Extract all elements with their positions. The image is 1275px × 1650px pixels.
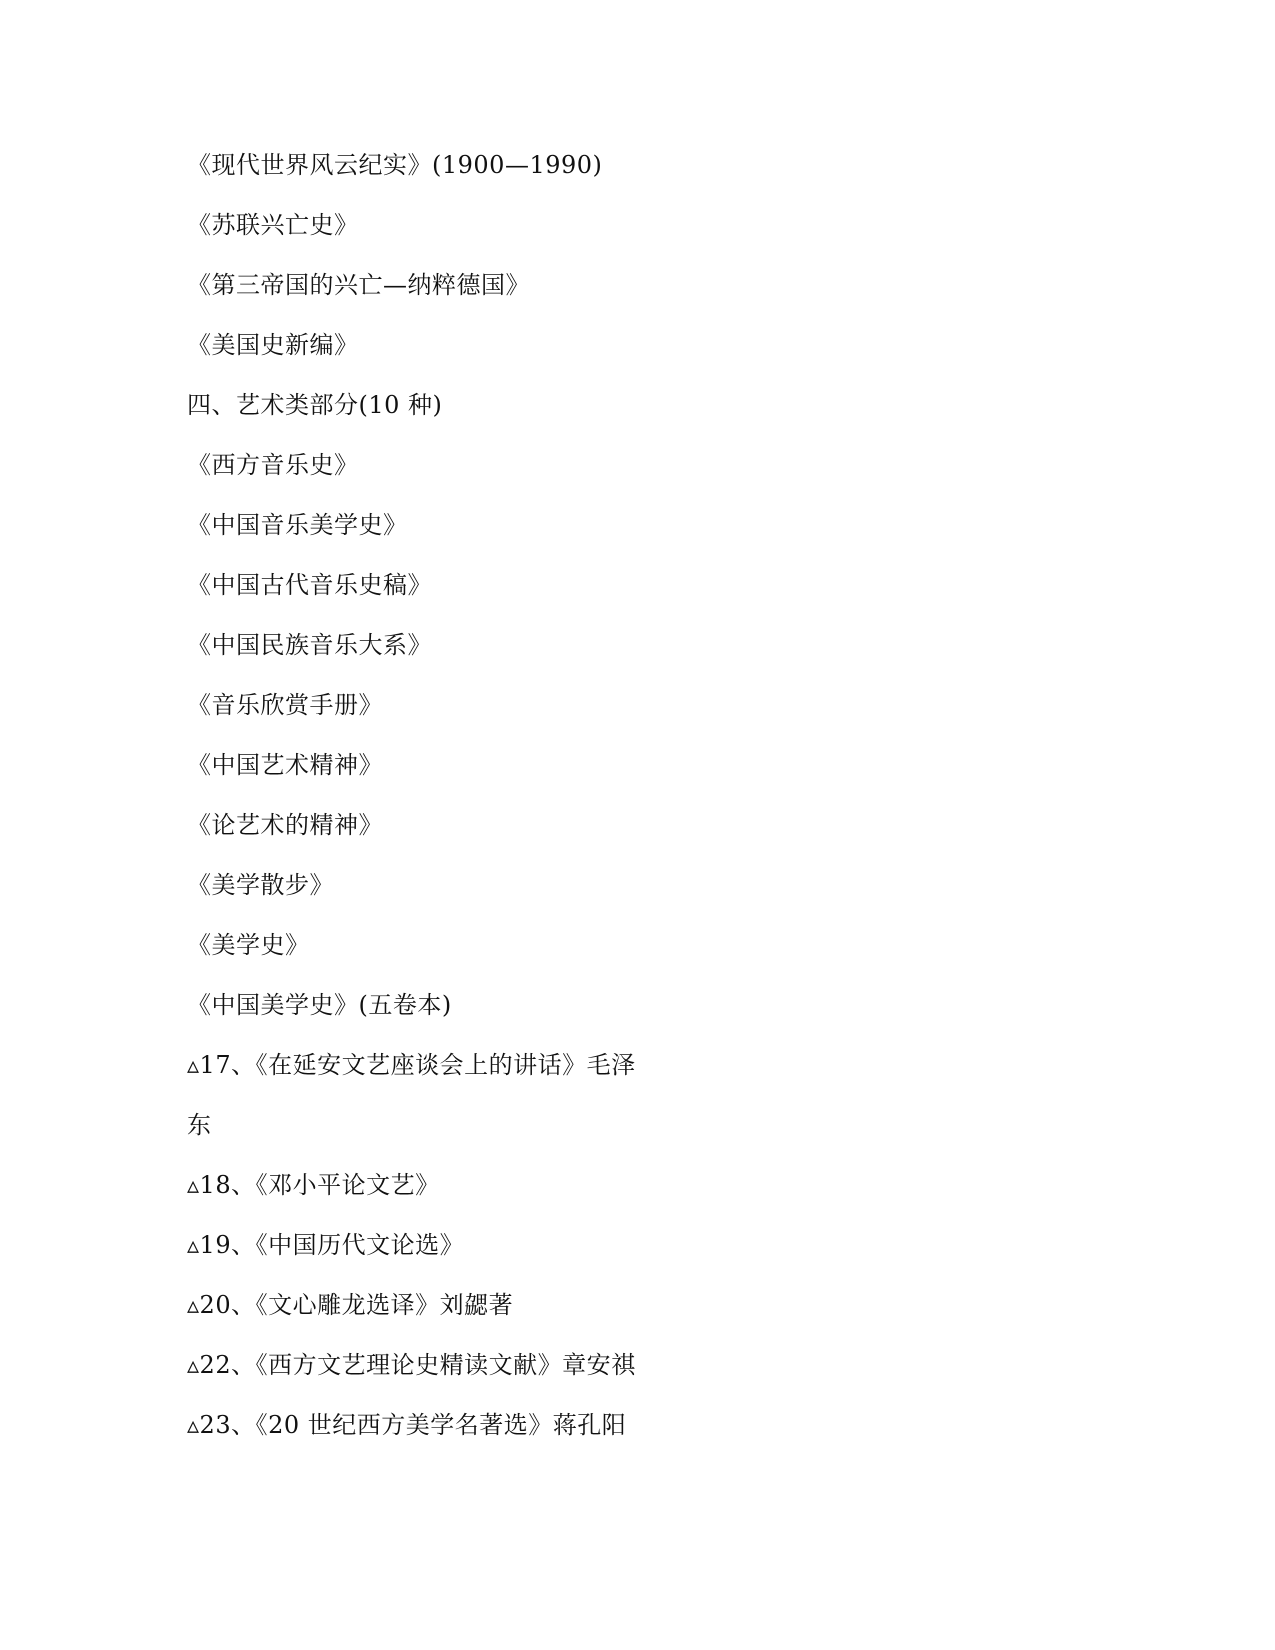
text-line: 《美国史新编》 [187,331,359,359]
section-heading: 四、艺术类部分(10 种) [187,391,443,419]
text-line: 《中国民族音乐大系》 [187,631,432,659]
text-line: 《中国古代音乐史稿》 [187,571,432,599]
text-line: 《美学史》 [187,931,310,959]
text-line: 《第三帝国的兴亡—纳粹德国》 [187,271,530,299]
text-line: 《西方音乐史》 [187,451,359,479]
text-line: ▵23、《20 世纪西方美学名著选》蒋孔阳 [187,1411,627,1439]
text-line: ▵19、《中国历代文论选》 [187,1231,465,1259]
text-line: 东 [187,1111,212,1139]
text-line: ▵17、《在延安文艺座谈会上的讲话》毛泽 [187,1051,636,1079]
text-line: 《音乐欣赏手册》 [187,691,383,719]
text-line: ▵18、《邓小平论文艺》 [187,1171,440,1199]
text-line: 《苏联兴亡史》 [187,211,359,239]
text-line: 《中国音乐美学史》 [187,511,408,539]
text-line: ▵20、《文心雕龙选译》刘勰著 [187,1291,514,1319]
text-line: 《中国美学史》(五卷本) [187,991,452,1019]
text-line: 《中国艺术精神》 [187,751,383,779]
text-line: 《现代世界风云纪实》(1900—1990) [187,151,603,179]
text-line: ▵22、《西方文艺理论史精读文献》章安祺 [187,1351,636,1379]
text-line: 《论艺术的精神》 [187,811,383,839]
text-line: 《美学散步》 [187,871,334,899]
